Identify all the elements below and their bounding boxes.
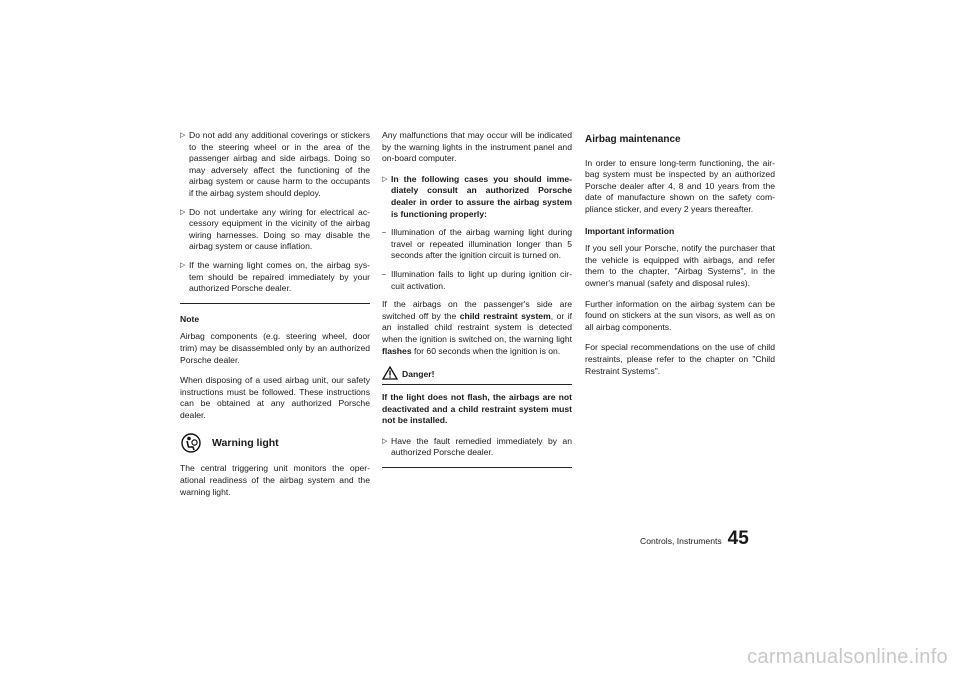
note-title: Note — [180, 313, 200, 324]
bullet-coverings — [180, 130, 370, 200]
bullet-warning-light — [180, 260, 370, 295]
disposal-paragraph: When disposing of a used airbag unit, our safety instructions must be followed. These instructions can be obtained at any authorized Porsche dealer. — [180, 375, 370, 420]
dash-marker: – — [382, 229, 386, 237]
sell-paragraph: If you sell your Porsche, notify the purchaser that the vehicle is equipped with airbags, and refer them to the chapter, "Airbag Systems", in the owner's manual (safety and disposal rules). — [585, 243, 775, 288]
dash-item-ignition — [382, 269, 572, 292]
page-number: 45 — [727, 528, 749, 549]
dash-text: Illumination of the airbag warning light during travel or repeated illumination longer than 5 seconds after the ignition circuit is turned on. — [391, 227, 572, 261]
divider — [180, 303, 370, 304]
warning-light-title: Warning light — [212, 436, 279, 449]
bullet-marker: ▷ — [180, 208, 186, 216]
note-text: Airbag components (e.g. steering wheel, door trim) may be disassembled only by an authorized Porsche dealer. — [180, 331, 370, 365]
column-2 — [382, 130, 572, 475]
bullet-marker: ▷ — [180, 132, 186, 139]
danger-text: If the light does not flash, the airbags are not deactivated and a child restraint system must not be installed. — [382, 392, 572, 426]
danger-heading — [382, 366, 572, 380]
bullet-wiring — [180, 207, 370, 253]
bullet-marker: ▷ — [180, 261, 186, 269]
column-1 — [180, 130, 370, 507]
bullet-text: If the warning light comes on, the airbag system should be repaired immediately by your authorized Porsche dealer. — [189, 259, 370, 294]
divider — [382, 384, 572, 385]
danger-label: Danger! — [402, 368, 435, 379]
stickers-paragraph: Further information on the airbag system can be found on stickers at the sun visors, as well as on all airbag components. — [585, 298, 775, 332]
malfunction-paragraph: Any malfunctions that may occur will be indicated by the warning lights in the instrument panel and on-board computer. — [382, 130, 572, 164]
text-emphasis: flashes — [382, 345, 412, 356]
bullet-marker: ▷ — [382, 437, 388, 445]
danger-triangle-icon — [382, 366, 398, 380]
important-title: Important information — [585, 225, 675, 236]
bullet-fault — [382, 436, 572, 459]
child-restraint-paragraph — [382, 299, 572, 357]
dash-item-travel — [382, 227, 572, 262]
bullet-text: In the following cases you should immediately consult an authorized Porsche dealer in order to assure the airbag system is functioning properly: — [391, 173, 572, 219]
column-3 — [585, 130, 775, 386]
text-part: , or if an installed child restraint system is detected when the ignition is switched on, the warning light — [382, 310, 572, 344]
section-title: Airbag maintenance — [585, 134, 681, 145]
divider — [382, 467, 572, 468]
bullet-consult-dealer — [382, 174, 572, 220]
bullet-marker: ▷ — [382, 175, 388, 183]
bullet-text: Do not add any additional coverings or stickers to the steering wheel or in the area of the passenger airbag and side airbags. Doing so may adversely affect the functioning of the airbag system or cause harm to the occupants if the airbag system should deploy. — [189, 130, 370, 198]
watermark: carmanualsonline.info — [747, 646, 948, 668]
dash-marker: – — [382, 270, 386, 278]
dash-text: Illumination fails to light up during ignition circuit activation. — [391, 268, 572, 291]
airbag-warning-icon — [180, 433, 202, 453]
warning-light-heading — [180, 433, 370, 453]
text-emphasis: child restraint system — [459, 310, 551, 321]
text-part: for 60 seconds when the ignition is on. — [411, 345, 561, 356]
bullet-text: Do not undertake any wiring for electrical accessory equipment in the vicinity of the airbag wiring harnesses. Doing so may disable the airbag system or cause inflation. — [189, 206, 370, 252]
child-restraints-paragraph: For special recommendations on the use of child restraints, please refer to the chapter on "Child Restraint Systems". — [585, 342, 775, 376]
maintenance-paragraph: In order to ensure long-term functioning, the airbag system must be inspected by an authorized Porsche dealer after 4, 8 and 10 years from the date of manufacture shown on the safety compliance sticker, and every 2 years thereafter. — [585, 157, 775, 214]
page-footer — [640, 528, 749, 550]
bullet-text: Have the fault remedied immediately by an authorized Porsche dealer. — [391, 435, 572, 458]
warning-light-paragraph: The central triggering unit monitors the operational readiness of the airbag system and the warning light. — [180, 463, 370, 497]
text-part: If the airbags on the passenger's side are switched off by the — [382, 299, 572, 321]
section-name: Controls, Instruments — [640, 536, 722, 546]
